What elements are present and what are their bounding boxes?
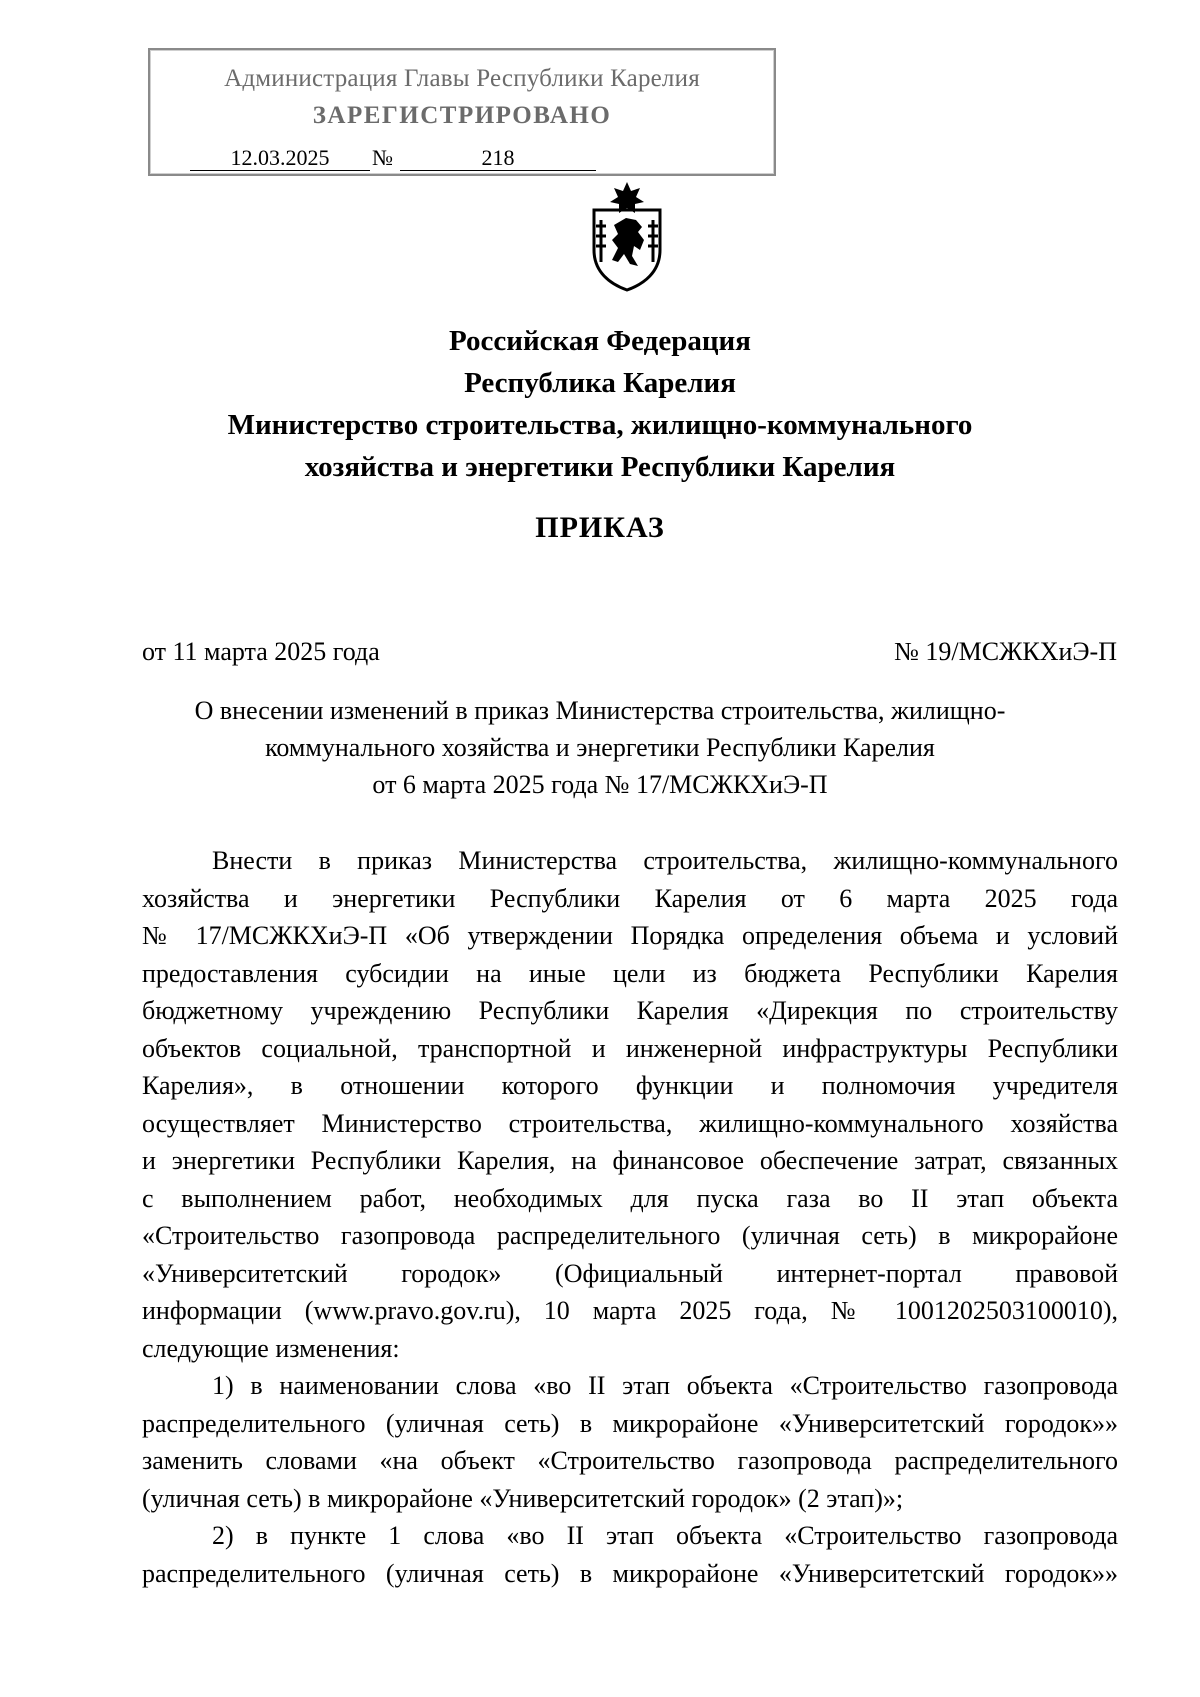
body-line: информации (www.pravo.gov.ru), 10 марта 2025 года, № 1001202503100010),: [142, 1296, 1118, 1325]
registration-stamp: [148, 48, 776, 176]
header-ministry-line1: Министерство строительства, жилищно-коммунального: [227, 409, 973, 441]
header-region: Республика Карелия: [464, 367, 736, 399]
body-line: следующие изменения:: [142, 1333, 400, 1363]
body-line: распределительного (уличная сеть) в микрорайоне «Университетский городок»»: [142, 1558, 1118, 1588]
body-line: Внести в приказ Министерства строительства, жилищно-коммунального: [212, 846, 1118, 875]
subject-line: от 6 марта 2025 года № 17/МСЖКХиЭ-П: [372, 770, 828, 799]
body-line: заменить словами «на объект «Строительство газопровода распределительного: [142, 1446, 1118, 1475]
stamp-date: 12.03.2025: [190, 146, 370, 171]
body-line: предоставления субсидии на иные цели из бюджета Республики Карелия: [142, 958, 1118, 988]
body-line: объектов социальной, транспортной и инженерной инфраструктуры Республики: [142, 1033, 1118, 1063]
document-number: № 19/МСЖКХиЭ-П: [894, 637, 1117, 666]
body-line: «Строительство газопровода распределительного (уличная сеть) в микрорайоне: [142, 1221, 1118, 1250]
stamp-number-sign: №: [372, 145, 393, 170]
document-body: [142, 842, 1118, 1592]
body-line: осуществляет Министерство строительства, жилищно-коммунального хозяйства: [142, 1108, 1118, 1138]
body-line: бюджетному учреждению Республики Карелия «Дирекция по строительству: [142, 996, 1118, 1025]
document-date: от 11 марта 2025 года: [142, 637, 380, 666]
body-line: «Университетский городок» (Официальный интернет-портал правовой: [142, 1258, 1118, 1288]
body-line: 1) в наименовании слова «во II этап объекта «Строительство газопровода: [212, 1371, 1118, 1400]
header-country: Российская Федерация: [449, 325, 751, 357]
body-line: с выполнением работ, необходимых для пуска газа во II этап объекта: [142, 1183, 1118, 1213]
stamp-registration-row: [190, 146, 750, 172]
subject-line: коммунального хозяйства и энергетики Республики Карелия: [265, 733, 935, 762]
body-line: Карелия», в отношении которого функции и полномочия учредителя: [142, 1071, 1118, 1100]
coat-of-arms-karelia-icon: [582, 180, 672, 292]
stamp-organization: Администрация Главы Республики Карелия: [224, 65, 700, 92]
subject-line: О внесении изменений в приказ Министерства строительства, жилищно-: [194, 696, 1006, 725]
document-title: ПРИКАЗ: [535, 511, 665, 544]
body-line: и энергетики Республики Карелия, на финансовое обеспечение затрат, связанных: [142, 1146, 1118, 1175]
body-line: хозяйства и энергетики Республики Карелия от 6 марта 2025 года: [142, 883, 1118, 913]
body-line: распределительного (уличная сеть) в микрорайоне «Университетский городок»»: [142, 1408, 1118, 1438]
stamp-status: ЗАРЕГИСТРИРОВАНО: [312, 102, 612, 129]
header-ministry-line2: хозяйства и энергетики Республики Карелия: [304, 451, 896, 483]
body-line: (уличная сеть) в микрорайоне «Университетский городок» (2 этап)»;: [142, 1483, 904, 1513]
stamp-number: 218: [400, 146, 596, 171]
document-subject: [150, 692, 1050, 803]
body-line: 2) в пункте 1 слова «во II этап объекта «Строительство газопровода: [212, 1521, 1118, 1550]
body-line: № 17/МСЖКХиЭ-П «Об утверждении Порядка определения объема и условий: [142, 921, 1118, 950]
